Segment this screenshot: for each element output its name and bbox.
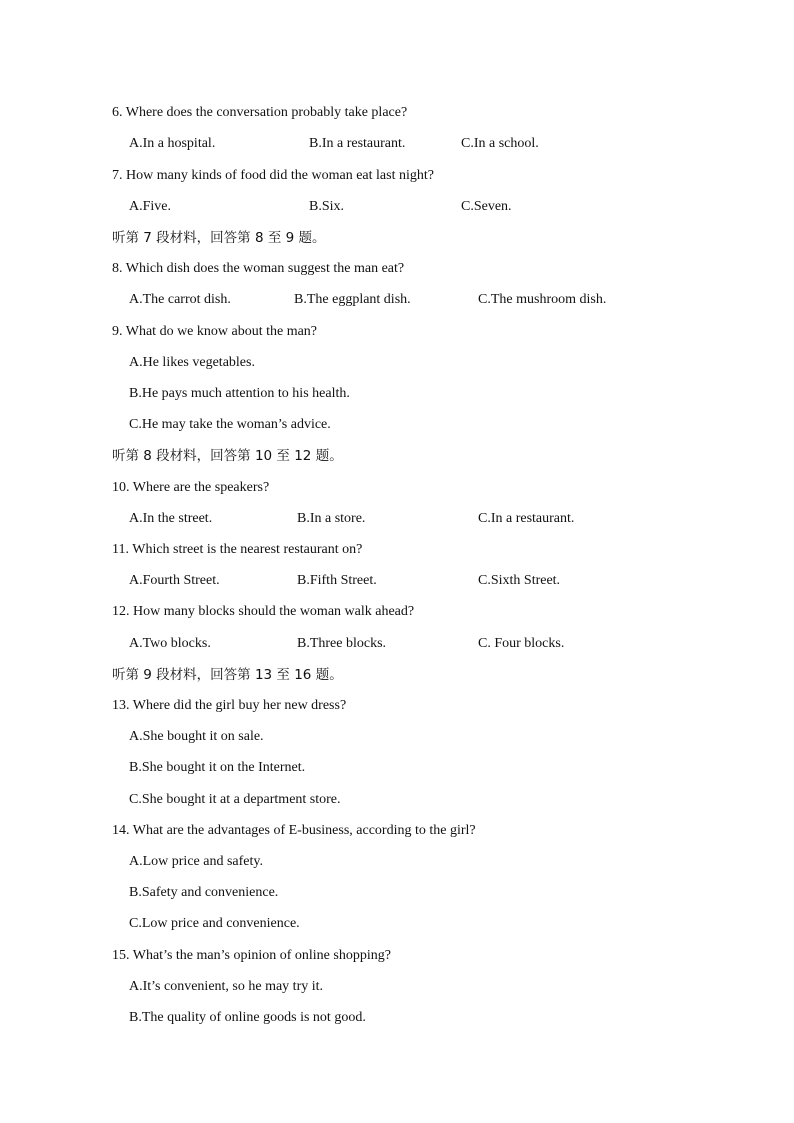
option-14b: B.Safety and convenience. — [129, 885, 279, 900]
option-12a: A.Two blocks. — [129, 636, 211, 651]
option-9b: B.He pays much attention to his health. — [129, 386, 350, 401]
option-10b: B.In a store. — [297, 511, 366, 526]
question-7: 7. How many kinds of food did the woman eat last night? — [112, 168, 434, 183]
option-6b: B.In a restaurant. — [309, 136, 406, 151]
question-9: 9. What do we know about the man? — [112, 324, 318, 339]
question-14: 14. What are the advantages of E-business, according to the girl? — [112, 823, 476, 838]
question-15: 15. What’s the man’s opinion of online shopping? — [112, 948, 391, 963]
options-row-7 — [0, 198, 794, 216]
options-row-6 — [0, 135, 794, 153]
question-6: 6. Where does the conversation probably take place? — [112, 105, 408, 120]
section-heading-9: 听第 9 段材料，回答第 13 至 16 题。 — [112, 667, 343, 683]
option-15a: A.It’s convenient, so he may try it. — [129, 979, 324, 994]
option-7b: B.Six. — [309, 199, 345, 214]
section-heading-7: 听第 7 段材料，回答第 8 至 9 题。 — [112, 230, 326, 246]
option-10c: C.In a restaurant. — [478, 511, 575, 526]
option-12b: B.Three blocks. — [297, 636, 387, 651]
question-11: 11. Which street is the nearest restaurant on? — [112, 542, 363, 557]
option-8a: A.The carrot dish. — [129, 292, 231, 307]
option-8b: B.The eggplant dish. — [294, 292, 411, 307]
section-heading-8: 听第 8 段材料，回答第 10 至 12 题。 — [112, 448, 343, 464]
options-row-11 — [0, 572, 794, 590]
option-9c: C.He may take the woman’s advice. — [129, 417, 331, 432]
question-12: 12. How many blocks should the woman walk ahead? — [112, 604, 415, 619]
option-6c: C.In a school. — [461, 136, 539, 151]
option-11c: C.Sixth Street. — [478, 573, 561, 588]
option-15b: B.The quality of online goods is not good. — [129, 1010, 366, 1025]
option-14a: A.Low price and safety. — [129, 854, 263, 869]
option-8c: C.The mushroom dish. — [478, 292, 607, 307]
option-13c: C.She bought it at a department store. — [129, 792, 341, 807]
option-14c: C.Low price and convenience. — [129, 916, 300, 931]
option-9a: A.He likes vegetables. — [129, 355, 255, 370]
question-8: 8. Which dish does the woman suggest the man eat? — [112, 261, 405, 276]
option-11a: A.Fourth Street. — [129, 573, 220, 588]
option-13b: B.She bought it on the Internet. — [129, 760, 306, 775]
options-row-10 — [0, 510, 794, 528]
option-13a: A.She bought it on sale. — [129, 729, 264, 744]
option-11b: B.Fifth Street. — [297, 573, 377, 588]
question-10: 10. Where are the speakers? — [112, 480, 270, 495]
option-7c: C.Seven. — [461, 199, 512, 214]
options-row-8 — [0, 291, 794, 309]
question-13: 13. Where did the girl buy her new dress? — [112, 698, 347, 713]
option-10a: A.In the street. — [129, 511, 213, 526]
option-6a: A.In a hospital. — [129, 136, 216, 151]
option-12c: C. Four blocks. — [478, 636, 565, 651]
options-row-12 — [0, 635, 794, 653]
option-7a: A.Five. — [129, 199, 171, 214]
